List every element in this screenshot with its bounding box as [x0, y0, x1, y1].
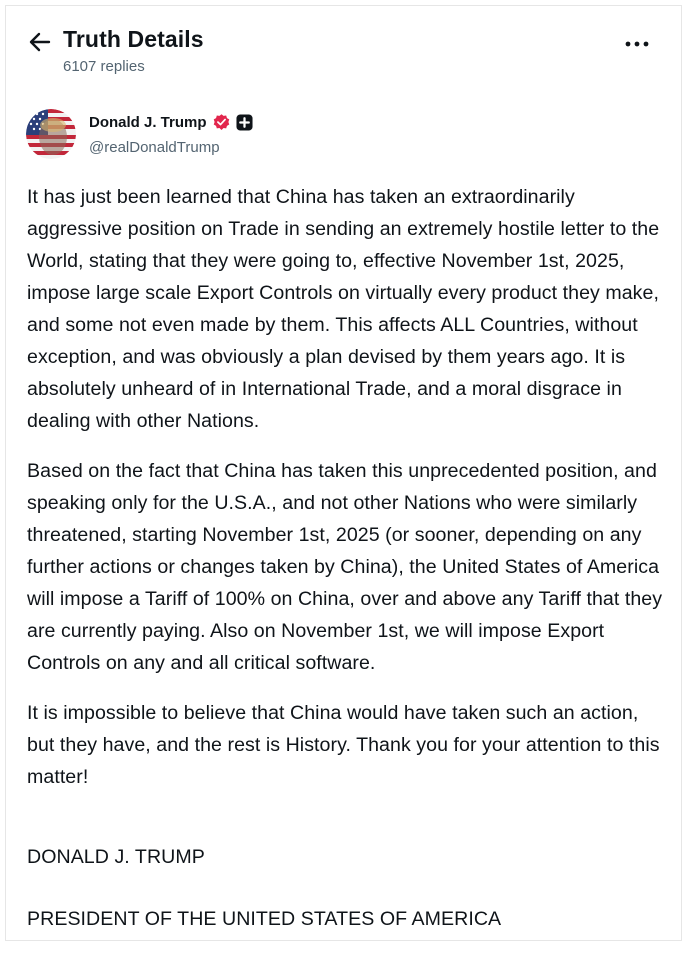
signature-title: PRESIDENT OF THE UNITED STATES OF AMERICA	[27, 908, 502, 930]
post-author	[26, 109, 626, 161]
verified-badge-icon	[212, 113, 231, 132]
arrow-left-icon	[29, 32, 51, 52]
truth-details-panel	[5, 5, 682, 941]
signature-name: DONALD J. TRUMP	[27, 846, 205, 868]
page-header	[6, 6, 681, 96]
back-button[interactable]	[26, 28, 54, 56]
post-signature	[27, 811, 667, 966]
post-paragraph: It has just been learned that China has taken an extraordinarily aggressive position on Trade in sending an extremely hostile letter to the World, stating that they were going to, effective November 1st, 2025, impose large scale Export Controls on virtually every product they make, and some not even made by them. This affects ALL Countries, without exception, and was obviously a plan devised by them years ago. It is absolutely unheard of in International Trade, and a moral disgrace in dealing with other Nations.	[27, 186, 660, 432]
post-paragraph: It is impossible to believe that China would have taken such an action, but they have, and the rest is History. Thank you for your attention to this matter!	[27, 702, 660, 788]
plus-badge-icon	[236, 114, 253, 131]
post-paragraph: Based on the fact that China has taken this unprecedented position, and speaking only for the U.S.A., and not other Nations who were similarly threatened, starting November 1st, 2025 (or sooner, depending on any further actions or changes taken by China), the United States of America will impose a Tariff of 100% on China, over and above any Tariff that they are currently paying. Also on November 1st, we will impose Export Controls on any and all critical software.	[27, 460, 663, 674]
avatar-image	[26, 109, 76, 159]
replies-count: 6107 replies	[63, 58, 145, 75]
more-options-button[interactable]	[621, 32, 653, 56]
page-title: Truth Details	[63, 26, 204, 52]
avatar[interactable]	[26, 109, 76, 159]
more-horizontal-icon	[625, 41, 649, 47]
post-content	[27, 181, 667, 966]
author-name[interactable]: Donald J. Trump	[89, 114, 207, 131]
author-handle[interactable]: @realDonaldTrump	[89, 139, 220, 156]
author-name-row	[89, 113, 253, 132]
